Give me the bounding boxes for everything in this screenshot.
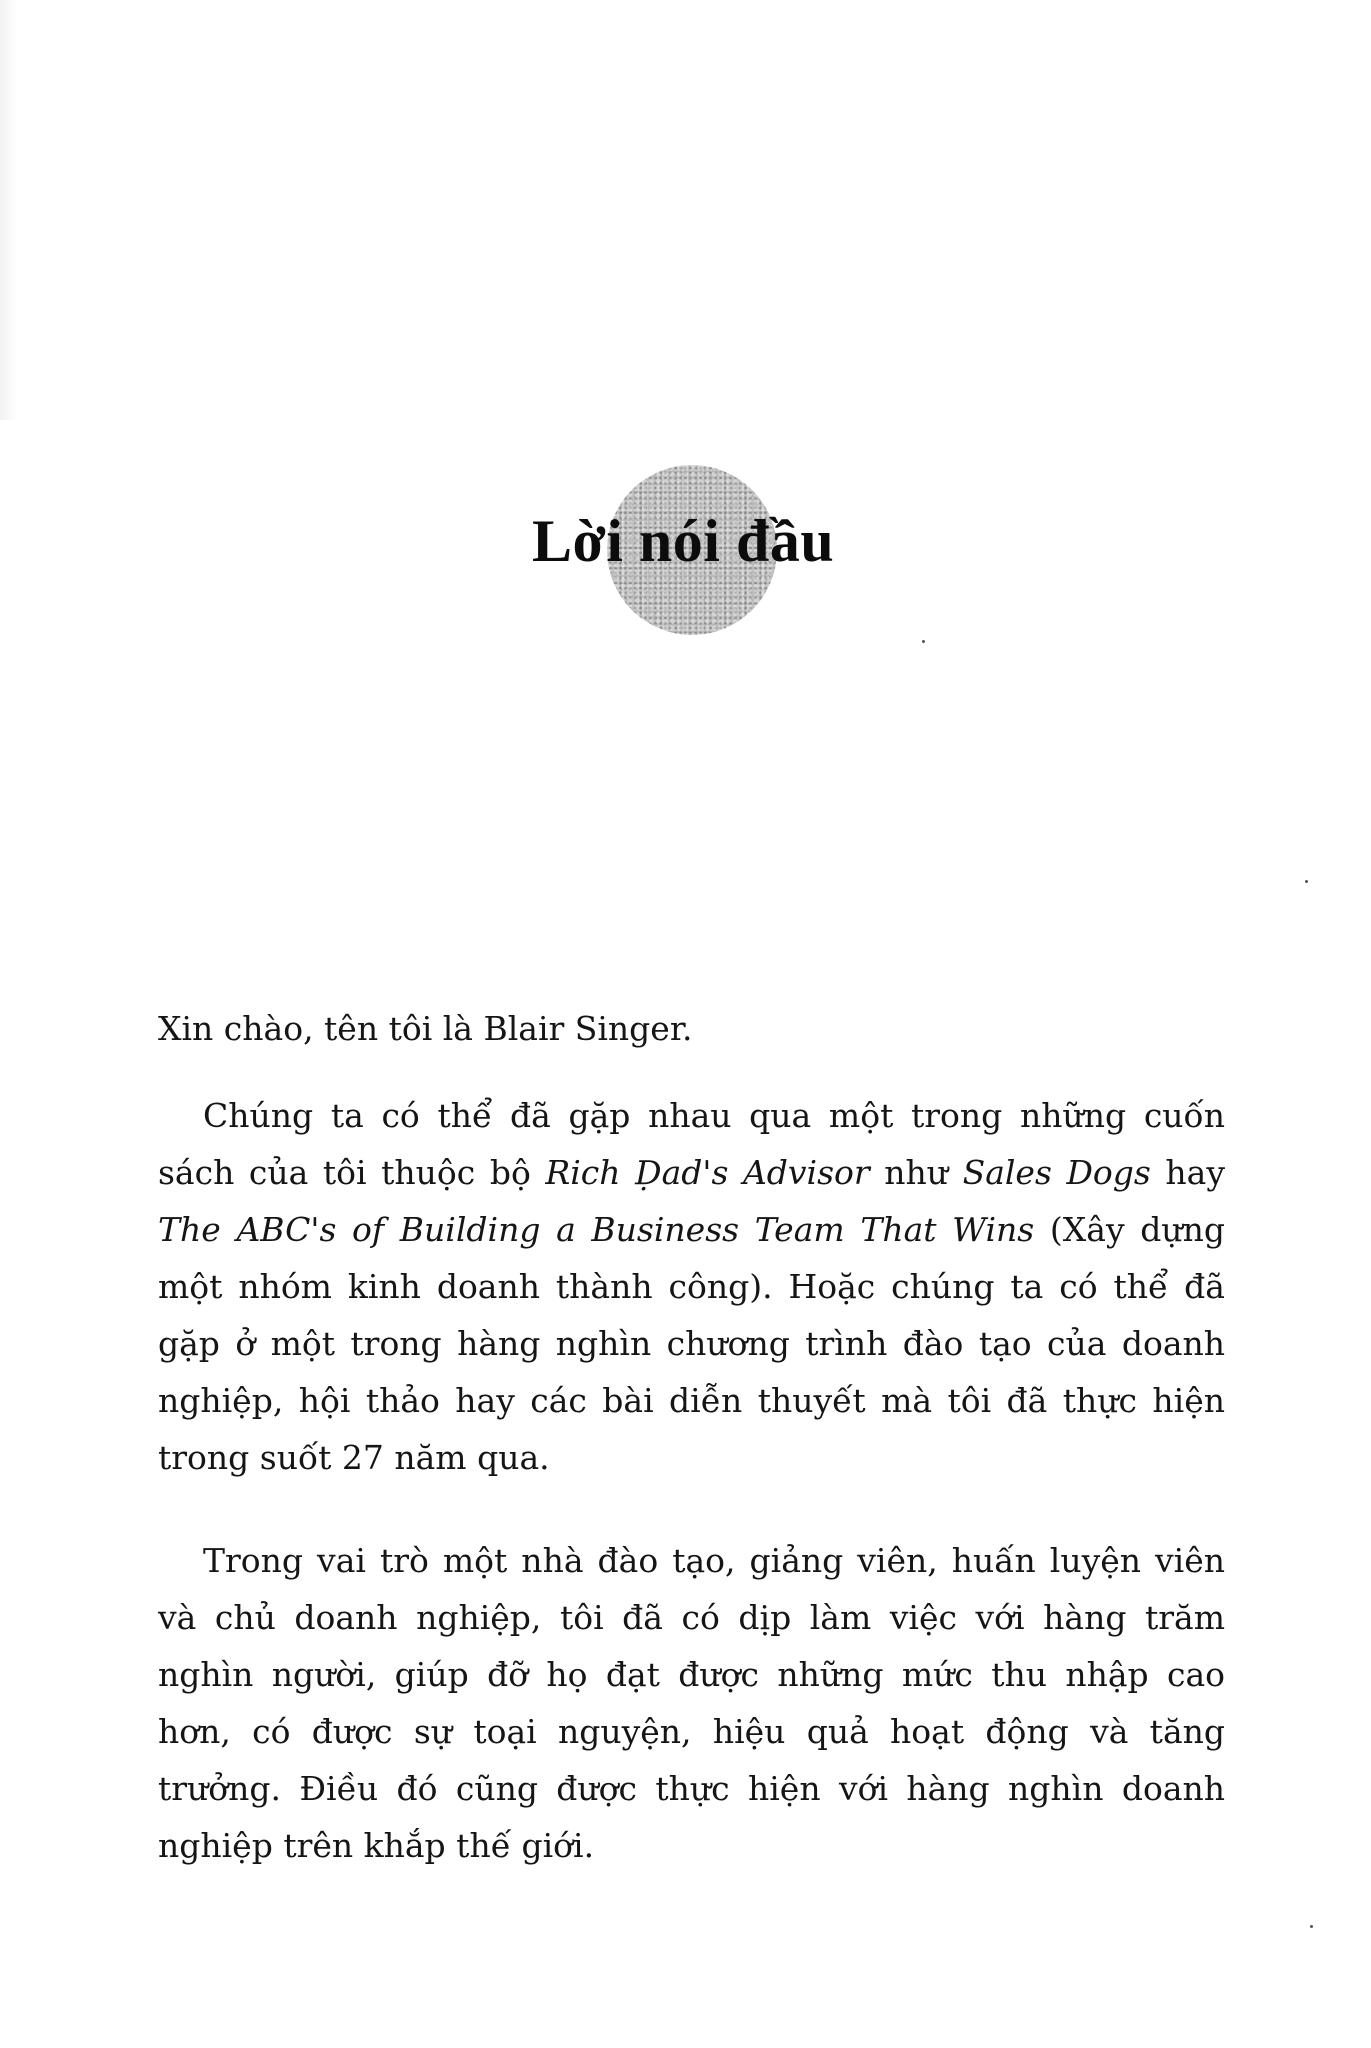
- greeting-paragraph: Xin chào, tên tôi là Blair Singer.: [158, 1009, 693, 1048]
- body-paragraph: [158, 1087, 1225, 1486]
- body-text: [158, 1000, 1225, 1874]
- scan-speck: [1305, 880, 1308, 883]
- text-run: nghiệp trên khắp thế giới.: [158, 1826, 595, 1865]
- text-line: [158, 1315, 1225, 1372]
- text-run: trong suốt 27 năm qua.: [158, 1438, 550, 1477]
- text-run: sách của tôi thuộc bộ: [158, 1153, 546, 1192]
- text-line: [158, 1201, 1225, 1258]
- text-run: (Xây dựng: [1034, 1210, 1225, 1249]
- paragraphs: [158, 1087, 1225, 1874]
- text-line: [158, 1429, 1225, 1486]
- chapter-title: Lời nói đầu: [532, 508, 835, 574]
- text-line: [158, 1760, 1225, 1817]
- text-run: như: [869, 1153, 963, 1192]
- text-line: [158, 1646, 1225, 1703]
- scan-edge-shadow: [0, 0, 18, 420]
- text-run: hơn, có được sự toại nguyện, hiệu quả hoạt động và tăng: [158, 1712, 1225, 1751]
- scan-speck: [1310, 1925, 1313, 1928]
- text-line: [158, 1703, 1225, 1760]
- text-run: hay: [1150, 1153, 1225, 1192]
- book-title-italic: The ABC's of Building a Business Team That Wins: [158, 1210, 1035, 1249]
- body-paragraph: [158, 1532, 1225, 1874]
- text-line: [158, 1087, 1225, 1144]
- scan-speck: [922, 640, 925, 643]
- text-line: [158, 1532, 1225, 1589]
- text-run: nghiệp, hội thảo hay các bài diễn thuyết mà tôi đã thực hiện: [158, 1381, 1225, 1420]
- text-run: trưởng. Điều đó cũng được thực hiện với hàng nghìn doanh: [158, 1769, 1225, 1808]
- text-run: nghìn người, giúp đỡ họ đạt được những mức thu nhập cao: [158, 1655, 1225, 1694]
- chapter-heading: [0, 465, 1371, 635]
- text-run: và chủ doanh nghiệp, tôi đã có dịp làm việc với hàng trăm: [158, 1598, 1225, 1637]
- book-title-italic: Rich Ḍad's Advisor: [545, 1153, 870, 1192]
- text-run: gặp ở một trong hàng nghìn chương trình đào tạo của doanh: [158, 1324, 1225, 1363]
- book-title-italic: Sales Dogs: [962, 1153, 1151, 1192]
- text-line: [158, 1589, 1225, 1646]
- text-line: [158, 1372, 1225, 1429]
- text-line: [158, 1144, 1225, 1201]
- text-line: [158, 1258, 1225, 1315]
- text-line: [158, 1817, 1225, 1874]
- text-run: Chúng ta có thể đã gặp nhau qua một trong những cuốn: [203, 1096, 1225, 1135]
- text-run: một nhóm kinh doanh thành công). Hoặc chúng ta có thể đã: [158, 1267, 1225, 1306]
- text-run: Trong vai trò một nhà đào tạo, giảng viên, huấn luyện viên: [203, 1541, 1225, 1580]
